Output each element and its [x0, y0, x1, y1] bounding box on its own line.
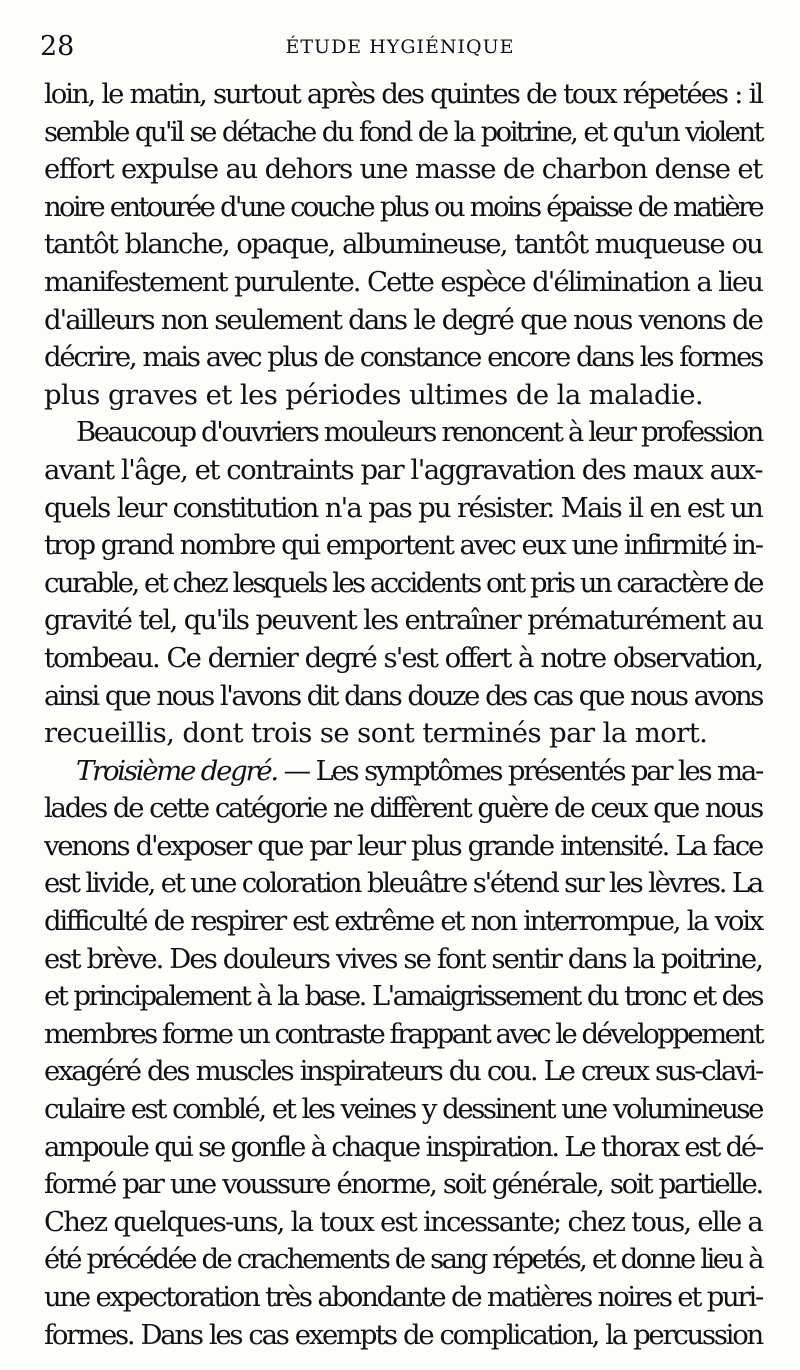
text-line: plus graves et les périodes ultimes de la maladie. [44, 378, 704, 411]
running-title: ÉTUDE HYGIÉNIQUE [285, 36, 515, 58]
text-line: est brève. Des douleurs vives se font sentir dans la poitrine, [44, 942, 762, 975]
running-head [40, 30, 760, 64]
text-line: venons d'exposer que par leur plus grande intensité. La face [44, 829, 762, 862]
text-line: loin, le matin, surtout après des quintes de toux répetées : il [44, 78, 762, 110]
text-line: noire entourée d'une couche plus ou moins épaisse de matière [44, 190, 762, 223]
text-line: curable, et chez lesquels les accidents ont pris un caractère de [44, 566, 762, 599]
text-line: lades de cette catégorie ne diffèrent guère de ceux que nous [44, 792, 762, 825]
text-line: membres forme un contraste frappant avec le développement [44, 1017, 762, 1050]
text-line: ampoule qui se gonfle à chaque inspiration. Le thorax est dé- [44, 1130, 762, 1163]
text-line: été précédée de crachements de sang répetés, et donne lieu à [44, 1243, 762, 1276]
text-line: difficulté de respirer est extrême et non interrompue, la voix [44, 905, 762, 938]
text-line: culaire est comblé, et les veines y dessinent une volumineuse [44, 1093, 762, 1126]
text-line: gravité tel, qu'ils peuvent les entraîner prématurément au [44, 604, 763, 637]
text-line: avant l'âge, et contraints par l'aggravation des maux aux- [44, 453, 762, 486]
text-line: tombeau. Ce dernier degré s'est offert à notre observation, [44, 641, 762, 674]
text-line: Chez quelques-uns, la toux est incessante; chez tous, elle a [44, 1205, 762, 1238]
text-line: exagéré des muscles inspirateurs du cou. Le creux sus-clavi- [44, 1055, 762, 1088]
section-heading: Troisième degré. [76, 754, 277, 787]
text-line: quels leur constitution n'a pas pu résister. Mais il en est un [44, 491, 762, 524]
text-line: tantôt blanche, opaque, albumineuse, tantôt muqueuse ou [44, 228, 762, 261]
page-number: 28 [40, 31, 75, 62]
body-text [44, 76, 762, 1354]
text-line-rest: Les symptômes présentés par les ma- [315, 754, 763, 787]
text-line: Beaucoup d'ouvriers mouleurs renoncent à leur profession [76, 416, 762, 449]
text-line: est livide, et une coloration bleuâtre s'étend sur les lèvres. La [44, 867, 762, 900]
text-line: décrire, mais avec plus de constance encore dans les formes [44, 341, 762, 374]
text-line: formes. Dans les cas exempts de complication, la percussion [44, 1318, 762, 1351]
text-line: formé par une voussure énorme, soit générale, soit partielle. [44, 1168, 762, 1201]
text-line: trop grand nombre qui emportent avec eux une infirmité in- [44, 529, 762, 562]
text-line-section-start [44, 753, 762, 791]
text-line: semble qu'il se détache du fond de la poitrine, et qu'un violent [44, 115, 762, 148]
text-line: une expectoration très abondante de matières noires et puri- [44, 1281, 762, 1313]
text-line: ainsi que nous l'avons dit dans douze des cas que nous avons [44, 679, 762, 712]
text-line: et principalement à la base. L'amaigrissement du tronc et des [44, 980, 762, 1013]
text-line: recueillis, dont trois se sont terminés par la mort. [44, 717, 708, 750]
text-line: effort expulse au dehors une masse de charbon dense et [44, 153, 762, 186]
text-line: manifestement purulente. Cette espèce d'élimination a lieu [44, 265, 762, 298]
text-line: d'ailleurs non seulement dans le degré que nous venons de [44, 303, 762, 336]
em-dash: — [276, 754, 316, 787]
